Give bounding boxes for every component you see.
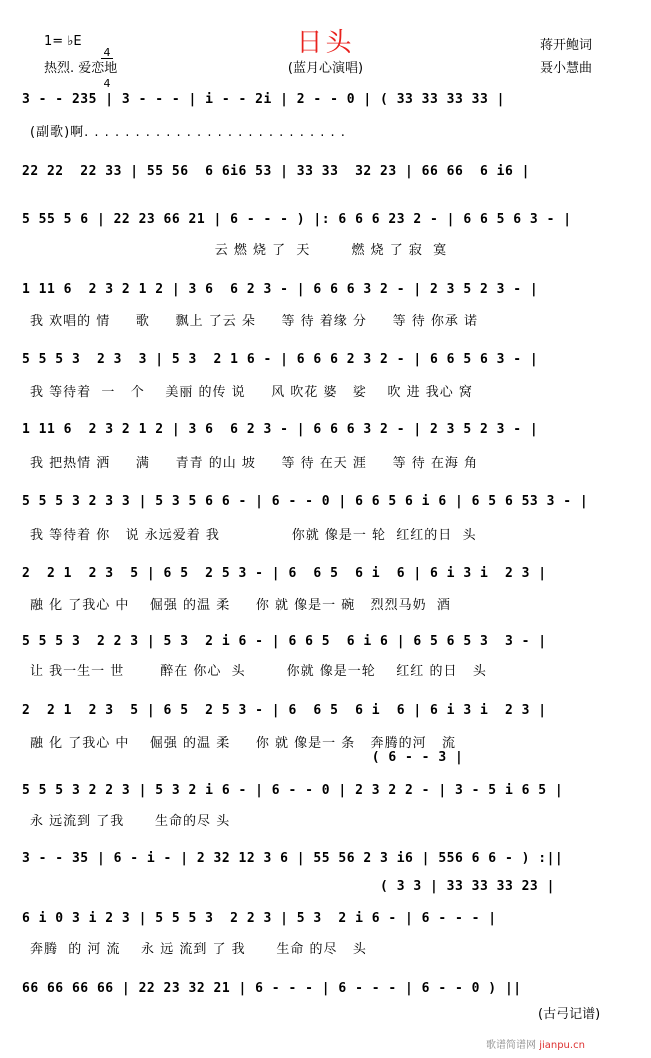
lyrics-row-3: 云 燃 烧 了 天 燃 烧 了 寂 寞 — [30, 243, 448, 258]
transcriber-credit: (古弓记谱) — [538, 1007, 601, 1022]
key-signature: 1= ♭E — [44, 34, 82, 49]
watermark-url: jianpu.cn — [539, 1040, 585, 1051]
lyrics-row-9: 让 我一生一 世 醉在 你心 头 你就 像是一轮 红红 的日 头 — [30, 664, 487, 679]
meter-top: 4 — [101, 48, 113, 59]
lyrics-row-15: 奔腾 的 河 流 永 远 流到 了 我 生命 的尽 头 — [30, 942, 367, 957]
tempo-marking: 热烈. 爱恋地 — [44, 61, 118, 76]
composer-credit: 聂小慧曲 — [540, 61, 593, 76]
lyrics-row-1: (副歌)啊. . . . . . . . . . . . . . . . . . . . . . . . . . — [30, 125, 346, 140]
lyrics-row-7: 我 等待着 你 说 永远爱着 我 你就 像是一 轮 红红的日 头 — [30, 528, 477, 543]
notation-row-15: 6 i 0 3 i 2 3 | 5 5 5 3 2 2 3 | 5 3 2 i 6 - | 6 - - - | — [22, 911, 497, 926]
meter-bottom: 4 — [103, 77, 111, 90]
notation-row-5: 5 5 5 3 2 3 3 | 5 3 2 1 6 - | 6 6 6 2 3 2 - | 6 6 5 6 3 - | — [22, 352, 539, 367]
notation-row-4: 1 11 6 2 3 2 1 2 | 3 6 6 2 3 - | 6 6 6 3 2 - | 2 3 5 2 3 - | — [22, 282, 539, 297]
singer-credit: (蓝月心演唱) — [287, 61, 364, 76]
lyrics-row-5: 我 等待着 一 个 美丽 的传 说 风 吹花 婆 娑 吹 进 我心 窝 — [30, 385, 473, 400]
notation-row-9: 5 5 5 3 2 2 3 | 5 3 2 i 6 - | 6 6 5 6 i 6 | 6 5 6 5 3 3 - | — [22, 634, 547, 649]
lyrics-row-8: 融 化 了我心 中 倔强 的温 柔 你 就 像是一 碗 烈烈马奶 酒 — [30, 598, 451, 613]
notation-row-2: 22 22 22 33 | 55 56 6 6i6 53 | 33 33 32 23 | 66 66 6 i6 | — [22, 164, 530, 179]
lyrics-row-12: 永 远流到 了我 生命的尽 头 — [30, 814, 231, 829]
notation-row-6: 1 11 6 2 3 2 1 2 | 3 6 6 2 3 - | 6 6 6 3 2 - | 2 3 5 2 3 - | — [22, 422, 539, 437]
notation-row-13: 3 - - 35 | 6 - i - | 2 32 12 3 6 | 55 56 2 3 i6 | 556 6 6 - ) :|| — [22, 851, 564, 866]
notation-row-3: 5 55 5 6 | 22 23 66 21 | 6 - - - ) |: 6 6 6 23 2 - | 6 6 5 6 3 - | — [22, 212, 572, 227]
notation-row-10: 2 2 1 2 3 5 | 6 5 2 5 3 - | 6 6 5 6 i 6 | 6 i 3 i 2 3 | — [22, 703, 547, 718]
site-watermark — [486, 1036, 585, 1051]
notation-row-7: 5 5 5 3 2 3 3 | 5 3 5 6 6 - | 6 - - 0 | 6 6 5 6 i 6 | 6 5 6 53 3 - | — [22, 494, 589, 509]
watermark-text: 歌谱简谱网 — [486, 1040, 536, 1051]
lyrics-row-6: 我 把热情 洒 满 青青 的山 坡 等 待 在天 涯 等 待 在海 角 — [30, 456, 478, 471]
notation-row-1: 3 - - 235 | 3 - - - | i - - 2i | 2 - - 0 | ( 33 33 33 33 | — [22, 92, 505, 107]
notation-row-11: ( 6 - - 3 | — [22, 750, 464, 765]
lyrics-row-4: 我 欢唱的 情 歌 飘上 了云 朵 等 待 着缘 分 等 待 你承 诺 — [30, 314, 478, 329]
song-title: 日头 — [296, 28, 355, 58]
lyricist-credit: 蒋开鲍词 — [540, 38, 593, 53]
lyrics-row-10: 融 化 了我心 中 倔强 的温 柔 你 就 像是一 条 奔腾的河 流 — [30, 736, 457, 751]
notation-row-14: ( 3 3 | 33 33 33 23 | — [22, 879, 555, 894]
notation-row-8: 2 2 1 2 3 5 | 6 5 2 5 3 - | 6 6 5 6 i 6 | 6 i 3 i 2 3 | — [22, 566, 547, 581]
notation-row-16: 66 66 66 66 | 22 23 32 21 | 6 - - - | 6 - - - | 6 - - 0 ) || — [22, 981, 522, 996]
notation-row-12: 5 5 5 3 2 2 3 | 5 3 2 i 6 - | 6 - - 0 | 2 3 2 2 - | 3 - 5 i 6 5 | — [22, 783, 564, 798]
